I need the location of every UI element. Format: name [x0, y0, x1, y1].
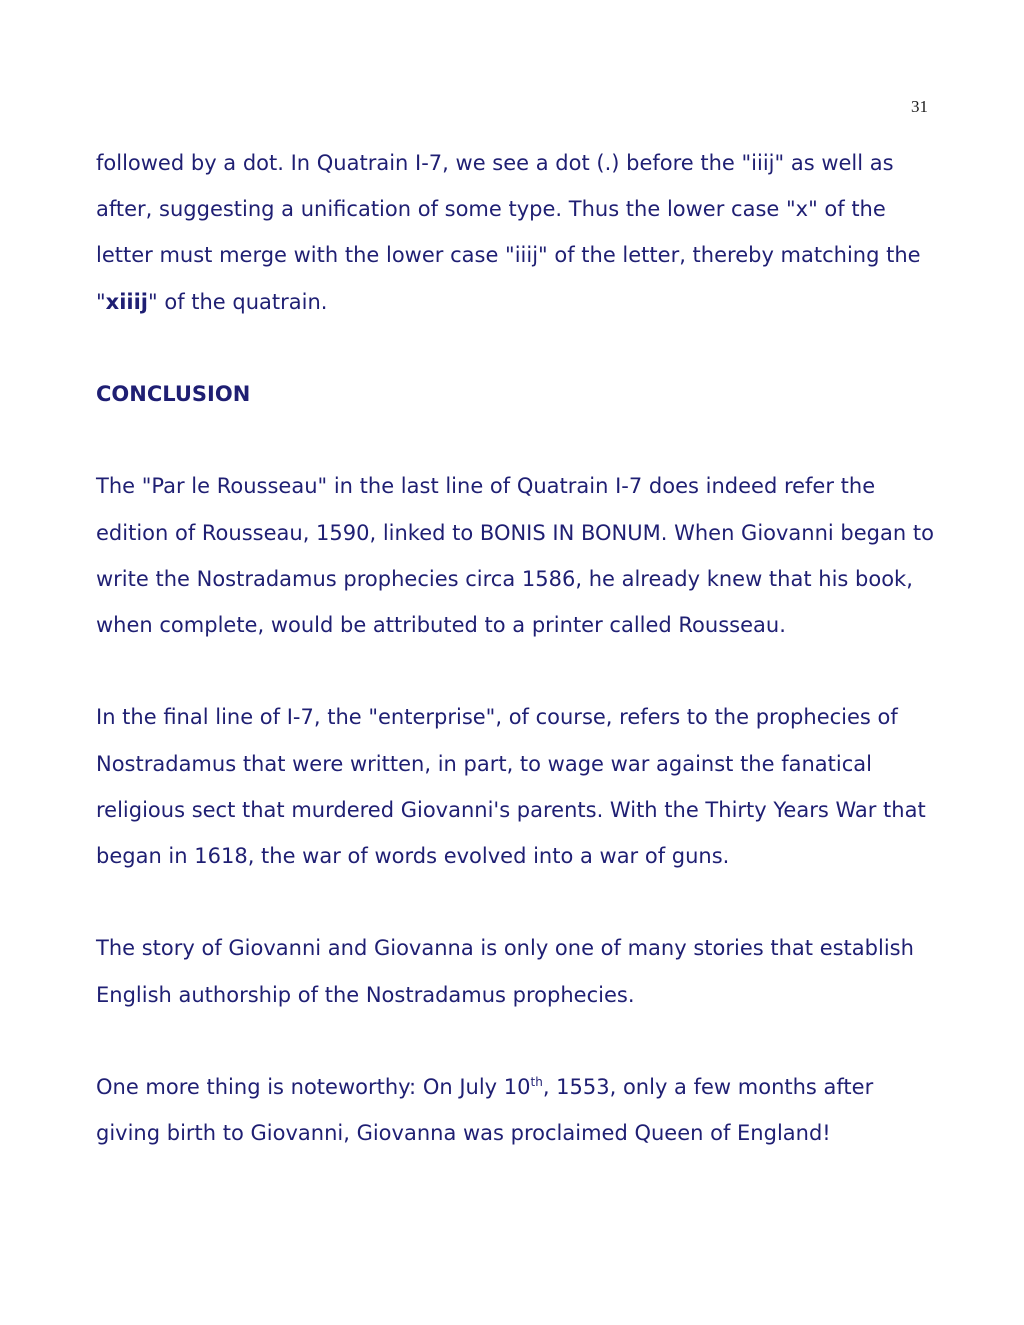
- paragraph-text: One more thing is noteworthy: On July 10: [96, 1074, 531, 1099]
- paragraph-text: followed by a dot. In Quatrain I-7, we see a dot (.) before the "iiij" as well as after, suggesting a unification of some type. Thus the lower case "x" of the letter must merge with the lower case "iiij" of the letter, thereby matching the ": [96, 151, 921, 314]
- paragraph-text: " of the quatrain.: [148, 289, 328, 314]
- ordinal-superscript: th: [530, 1074, 543, 1089]
- paragraph-story: The story of Giovanni and Giovanna is only one of many stories that establish English authorship of the Nostradamus prophecies.: [96, 936, 914, 1007]
- paragraph-noteworthy: [96, 1064, 936, 1156]
- page-number: 31: [911, 97, 928, 116]
- paragraph-quatrain-analysis: [96, 140, 936, 325]
- paragraph-rousseau: The "Par le Rousseau" in the last line of Quatrain I-7 does indeed refer the edition of Rousseau, 1590, linked to BONIS IN BONUM. When Giovanni began to write the Nostradamus prophecies circa 1586, he already knew that his book, when complete, would be attributed to a printer called Rousseau.: [96, 474, 934, 637]
- bold-term: xiiij: [105, 289, 149, 314]
- document-body: [96, 140, 936, 1156]
- section-heading: CONCLUSION: [96, 382, 251, 406]
- paragraph-text: , 1553, only a few months after giving birth to Giovanni, Giovanna was proclaimed Queen of England!: [96, 1074, 874, 1146]
- paragraph-enterprise: In the final line of I-7, the "enterprise", of course, refers to the prophecies of Nostradamus that were written, in part, to wage war against the fanatical religious sect that murdered Giovanni's parents. With the Thirty Years War that began in 1618, the war of words evolved into a war of guns.: [96, 705, 926, 868]
